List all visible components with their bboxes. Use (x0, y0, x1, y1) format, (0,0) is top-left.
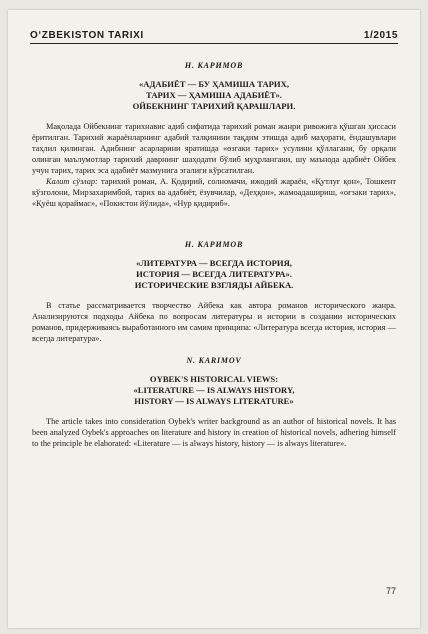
page-number: 77 (385, 586, 396, 596)
title-line: ИСТОРИЯ — ВСЕГДА ЛИТЕРАТУРА». (136, 269, 292, 279)
title-line: «LITERATURE — IS ALWAYS HISTORY, (133, 385, 295, 395)
abstract-text-en: The article takes into consideration Oybek's writer background as an author of historical novels. It has been analyzed Oybek's approaches on literature and history in creation of historical novels, adhering himself to the principle he elaborated: «Literature — is always history, history — is always literature». (32, 417, 396, 448)
author-name-uz: Н. КАРИМОВ (184, 61, 244, 70)
keywords-uz (32, 176, 396, 209)
title-line: HISTORY — IS ALWAYS LITERATURE» (134, 396, 294, 406)
title-line: ИСТОРИЧЕСКИЕ ВЗГЛЯДЫ АЙБЕКА. (134, 280, 294, 290)
title-line: «АДАБИЁТ — БУ ҲАМИША ТАРИХ, (139, 79, 289, 89)
issue-number: 1/2015 (363, 30, 398, 41)
keywords-list: тарихий роман, А. Қодирий, солномачи, ижодий жараён, «Қутлуғ қон», Тошкент кўзголони, Мирзахаримбой, тарих ва адабиёт, ёзувчилар, «Деҳқон», жамоадашириш, «оғзаки тарих», «Қуёш қораймас», «Покистон йўлида», «Нур қидириб». (32, 177, 397, 208)
keywords-label: Калит сўзлар: (46, 177, 98, 186)
title-line: ОЙБЕКНИНГ ТАРИХИЙ ҚАРАШЛАРИ. (132, 101, 296, 111)
uzbek-abstract-section (32, 60, 396, 209)
journal-title: O‘ZBEKISTON TARIXI (30, 30, 144, 41)
article-title-uz (32, 79, 396, 112)
title-line: OYBEK'S HISTORICAL VIEWS: (149, 374, 279, 384)
russian-abstract-section (32, 239, 396, 344)
running-header (30, 30, 398, 44)
english-abstract-section (32, 355, 396, 449)
title-line: ТАРИХ — ҲАМИША АДАБИЁТ». (146, 90, 282, 100)
title-line: «ЛИТЕРАТУРА — ВСЕГДА ИСТОРИЯ, (136, 258, 292, 268)
article-abstracts (32, 60, 396, 449)
author-name-en: N. KARIMOV (186, 356, 242, 365)
author-name-ru: Н. КАРИМОВ (184, 240, 244, 249)
article-title-ru (32, 258, 396, 291)
journal-page (8, 10, 420, 628)
abstract-text-uz: Мақолада Ойбекнинг тарихнавис адиб сифатида тарихий роман жанри ривожига қўшган ҳиссаси ёритилган. Тарихий жараёнларнинг адабий талқинини тақдим этишда адиб маҳорати, ёндашувлари таҳлил қилинган. Адибнинг асарларини яратишда «өзгаки тарих» усулини қўллагани, бу орқали олинган маълумотлар тарихий даврнинг шаҳодати бўлиб муҳрлангани, шу маънода адабиёт Ойбек учун тарих, тарих эса адабиёт мазмунига эгалиги кўрсатилган. (32, 122, 396, 175)
article-title-en (32, 374, 396, 407)
abstract-text-ru: В статье рассматривается творчество Айбека как автора романов исторического жанра. Анализируются подходы Айбека по вопросам литературы и истории в создании исторических романов, придерживаясь выработанного им самим принципа: «Литература всегда история, история — всегда литература». (32, 301, 396, 343)
